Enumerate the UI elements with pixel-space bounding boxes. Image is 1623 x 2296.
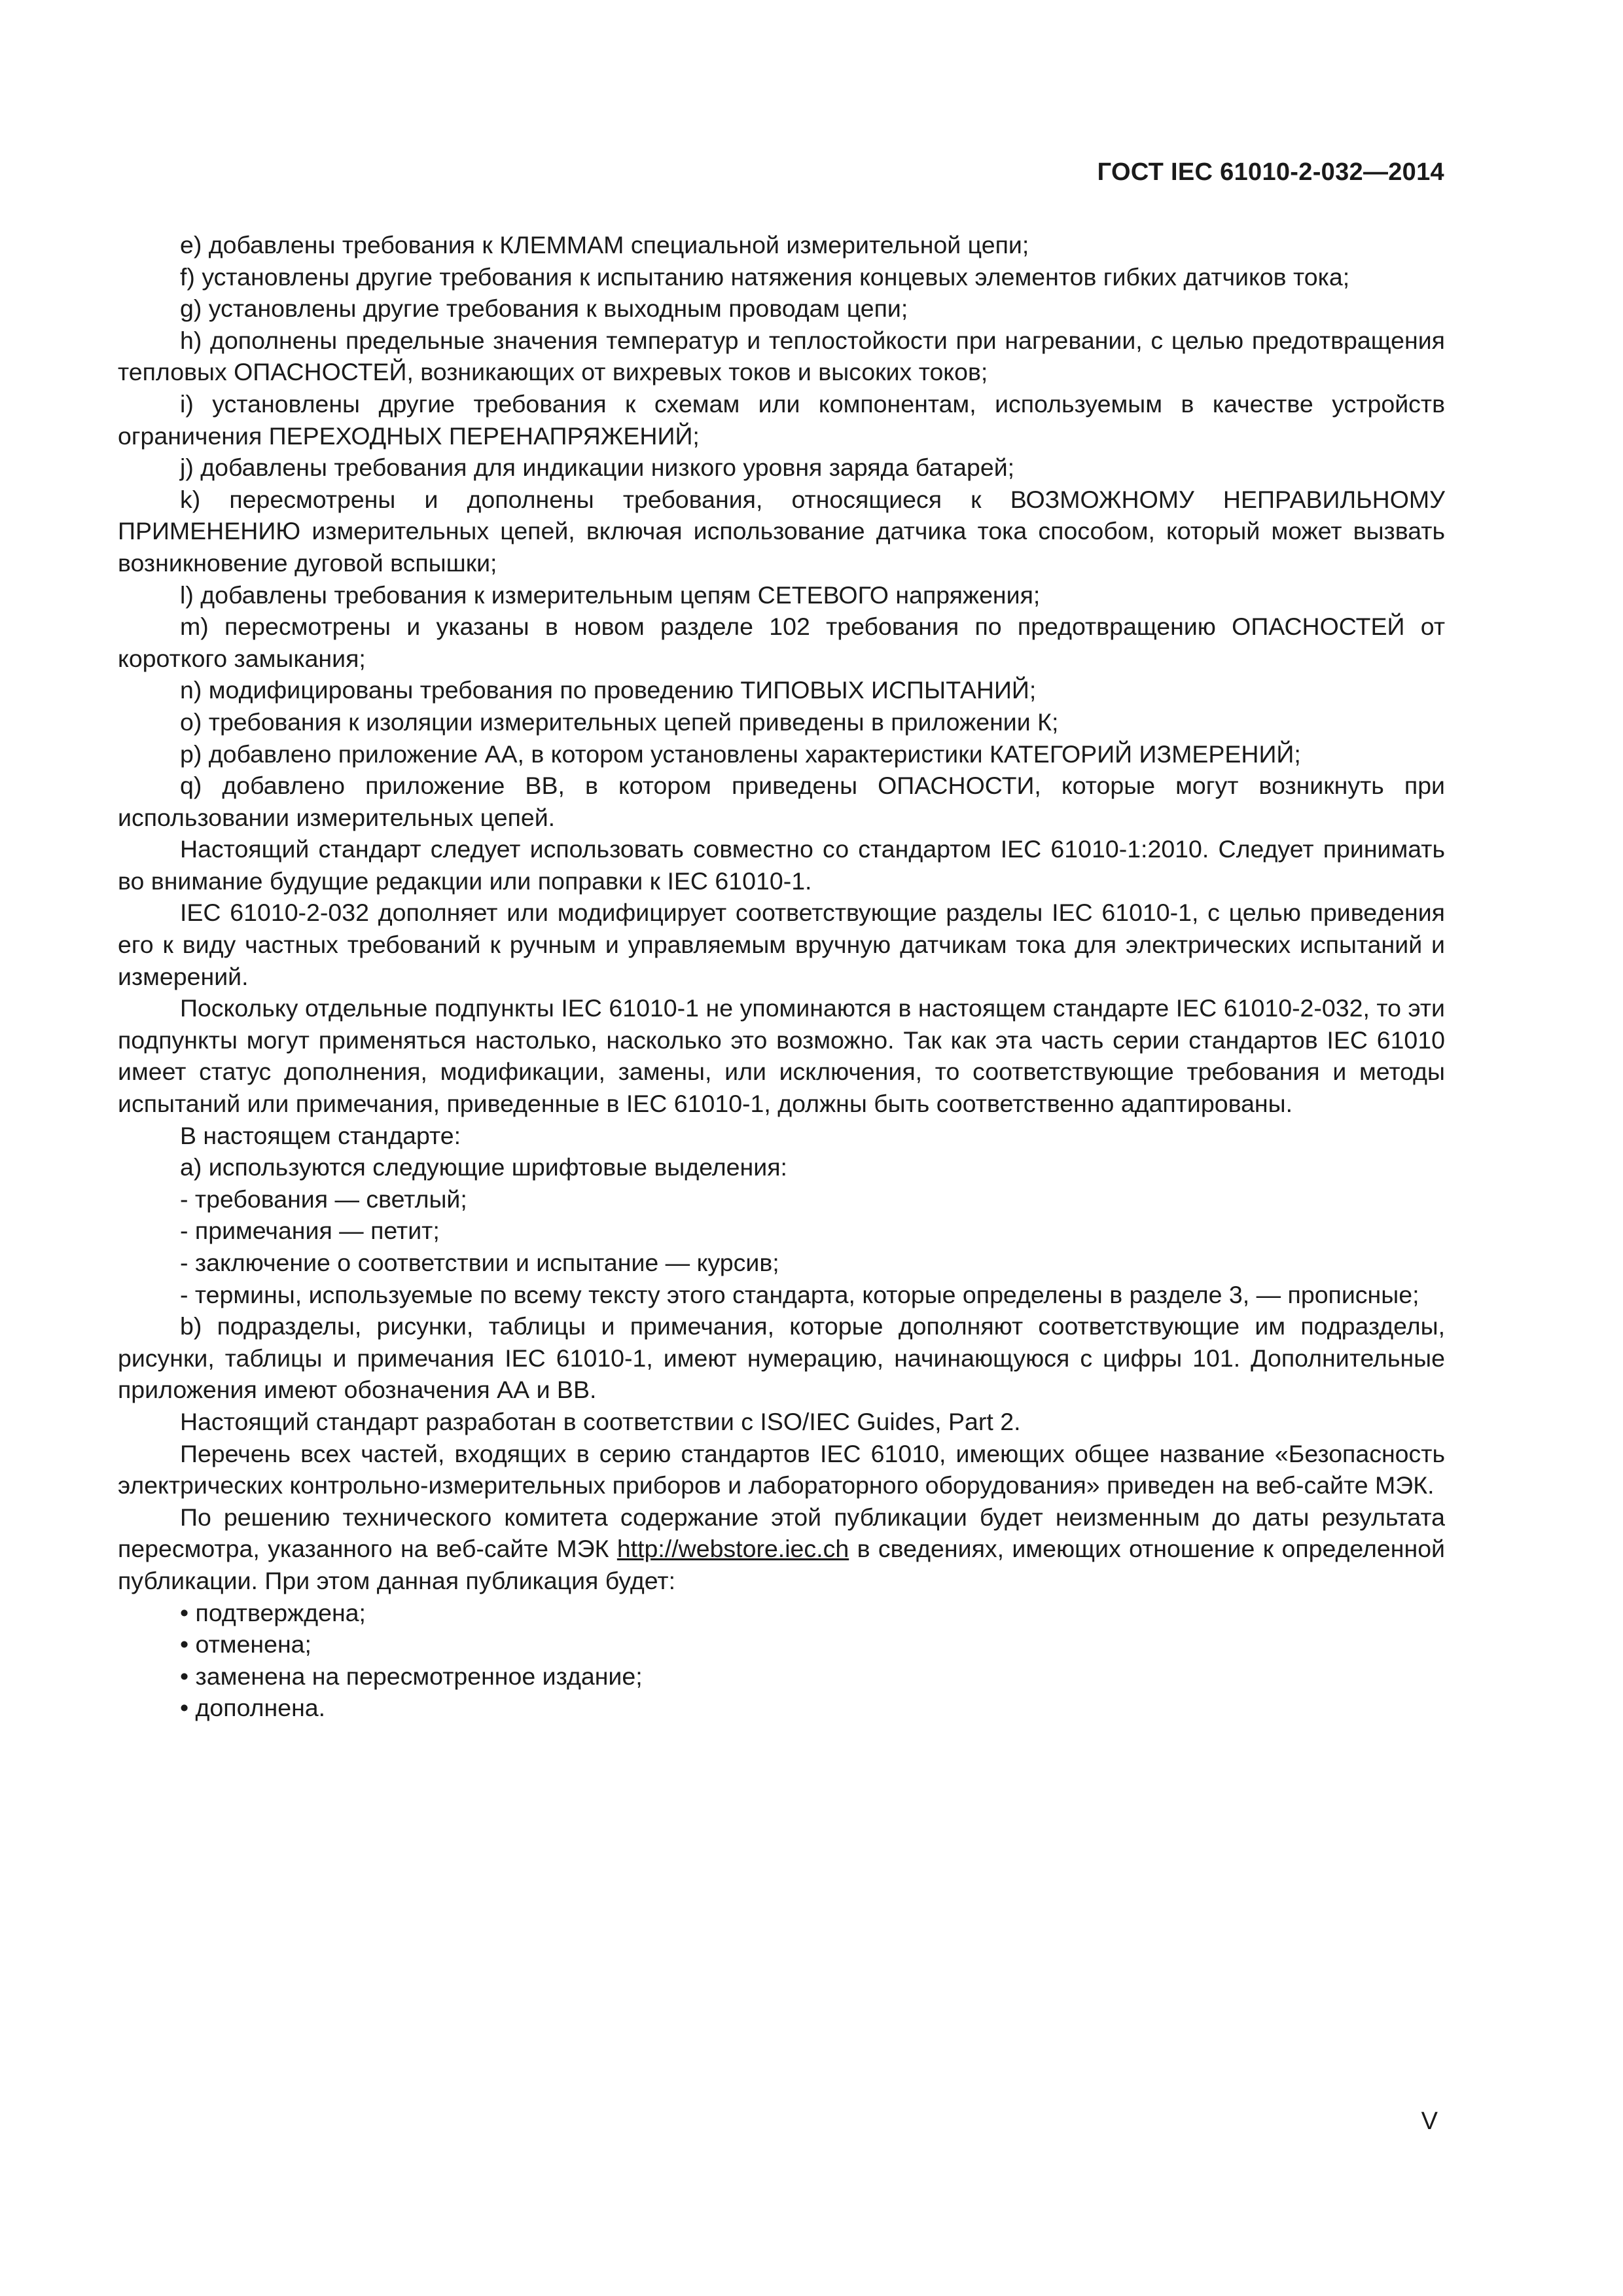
page-number: V [1421, 2108, 1438, 2135]
dash-item-requirements: - требования — светлый; [180, 1185, 467, 1213]
dash-item-terms: - термины, используемые по всему тексту этого стандарта, которые определены в разделе 3, — прописные; [180, 1280, 1419, 1308]
webstore-link[interactable]: http://webstore.iec.ch [616, 1535, 849, 1563]
list-item-i: i) установлены другие требования к схемам или компонентам, используемым в качестве устройств ограничения ПЕРЕХОДНЫХ ПЕРЕНАПРЯЖЕНИЙ; [118, 389, 1445, 450]
list-item-f: f) установлены другие требования к испытанию натяжения концевых элементов гибких датчиков тока; [180, 262, 1350, 291]
list-item-p: p) добавлено приложение АА, в котором установлены характеристики КАТЕГОРИЙ ИЗМЕРЕНИЙ; [180, 740, 1301, 768]
paragraph-parts-list: Перечень всех частей, входящих в серию стандартов IEC 61010, имеющих общее название «Безопасность электрических контрольно-измерительных приборов и лабораторного оборудования» приведен на веб-сайте МЭК. [118, 1439, 1445, 1499]
dash-item-compliance: - заключение о соответствии и испытание — курсив; [180, 1249, 779, 1276]
document-body [118, 229, 1445, 1724]
paragraph-decision [118, 1501, 1445, 1597]
decision-text-before: По решению технического комитета содержание этой публикации будет неизменным до даты результата пересмотра, указанного на веб-сайте МЭК [118, 1503, 1445, 1563]
paragraph-modifies: IEC 61010-2-032 дополняет или модифицирует соответствующие разделы IEC 61010-1, с целью приведения его к виду частных требований к ручным и управляемым вручную датчикам тока для электрических испытаний и измерений. [118, 899, 1445, 990]
list-item-m: m) пересмотрены и указаны в новом разделе 102 требования по предотвращению ОПАСНОСТЕЙ от короткого замыкания; [118, 613, 1445, 672]
bullet-item: • отменена; [180, 1630, 312, 1659]
bullet-item: • дополнена. [180, 1694, 326, 1722]
document-header: ГОСТ IEC 61010-2-032—2014 [1097, 158, 1444, 186]
paragraph-guides: Настоящий стандарт разработан в соответствии с ISO/IEC Guides, Part 2. [180, 1407, 1021, 1435]
list-item-b: b) подразделы, рисунки, таблицы и примечания, которые дополняют соответствующие им подразделы, рисунки, таблицы и примечания IEC 61010-1, имеют нумерацию, начинающуюся с цифры 101. Дополнительные приложения имеют обозначения АА и ВВ. [118, 1312, 1445, 1404]
list-item-n: n) модифицированы требования по проведению ТИПОВЫХ ИСПЫТАНИЙ; [180, 676, 1037, 704]
paragraph-subclauses: Поскольку отдельные подпункты IEC 61010-1 не упоминаются в настоящем стандарте IEC 61010-2-032, то эти подпункты могут применяться настолько, насколько это возможно. Так как эта часть серии стандартов IEC 61010 имеет статус дополнения, модификации, замены, или исключения, то соответствующие требования и методы испытаний или примечания, приведенные в IEC 61010-1, должны быть соответственно адаптированы. [118, 994, 1445, 1118]
bullet-item: • заменена на пересмотренное издание; [180, 1662, 643, 1690]
list-item-k: k) пересмотрены и дополнены требования, относящиеся к ВОЗМОЖНОМУ НЕПРАВИЛЬНОМУ ПРИМЕНЕНИЮ измерительных цепей, включая использование датчика тока способом, который может вызвать возникновение дуговой вспышки; [118, 485, 1445, 577]
paragraph-in-this-standard: В настоящем стандарте: [180, 1121, 461, 1149]
dash-item-notes: - примечания — петит; [180, 1217, 440, 1245]
list-item-o: o) требования к изоляции измерительных цепей приведены в приложении К; [180, 708, 1059, 736]
list-item-h: h) дополнены предельные значения температур и теплостойкости при нагревании, с целью предотвращения тепловых ОПАСНОСТЕЙ, возникающих от вихревых токов и высоких токов; [118, 326, 1445, 386]
list-item-a: а) используются следующие шрифтовые выделения: [180, 1153, 787, 1181]
paragraph-usage: Настоящий стандарт следует использовать совместно со стандартом IEC 61010-1:2010. Следует принимать во внимание будущие редакции или поправки к IEC 61010-1. [118, 835, 1445, 895]
list-item-l: l) добавлены требования к измерительным цепям СЕТЕВОГО напряжения; [180, 581, 1041, 609]
list-item-e: e) добавлены требования к КЛЕММАМ специальной измерительной цепи; [180, 231, 1029, 259]
bullet-item: • подтверждена; [180, 1598, 366, 1626]
decision-text-after: в сведениях, имеющих отношение к определенной публикации. При этом данная публикация будет: [118, 1535, 1446, 1594]
list-item-g: g) установлены другие требования к выходным проводам цепи; [180, 295, 908, 323]
list-item-q: q) добавлено приложение ВВ, в котором приведены ОПАСНОСТИ, которые могут возникнуть при использовании измерительных цепей. [118, 772, 1445, 831]
list-item-j: j) добавлены требования для индикации низкого уровня заряда батарей; [180, 454, 1015, 482]
